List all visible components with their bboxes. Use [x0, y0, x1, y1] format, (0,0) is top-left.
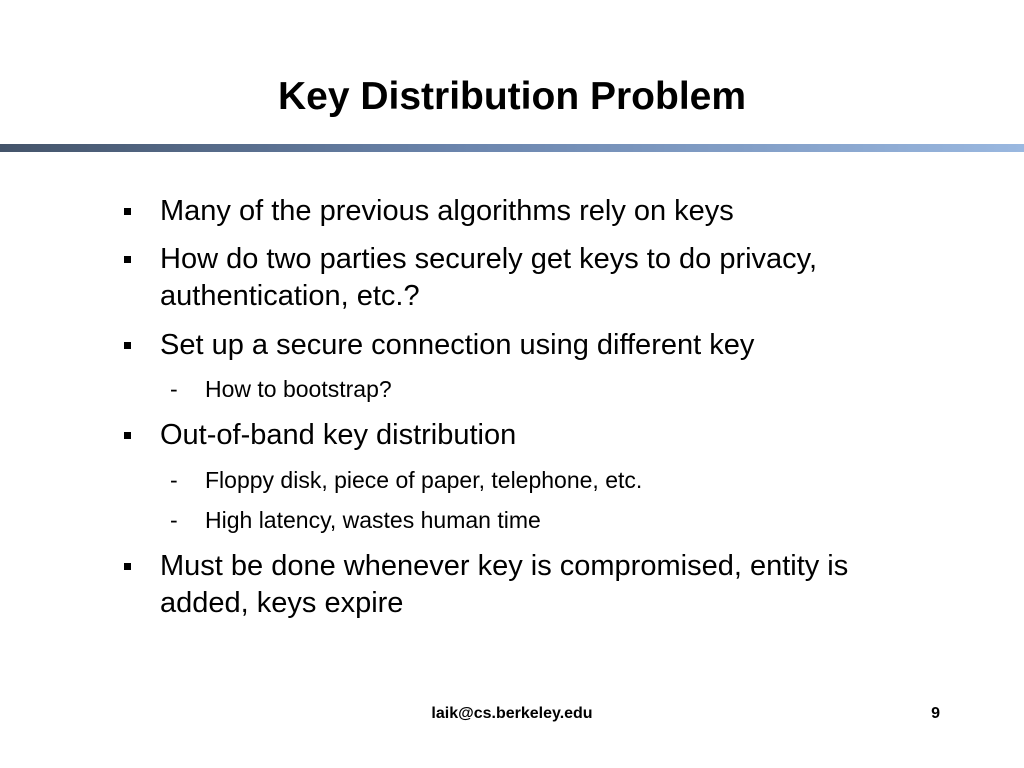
bullet-text: Set up a secure connection using different key: [160, 329, 755, 361]
bullet-text: Out-of-band key distribution: [160, 419, 517, 451]
sub-bullet-text: How to bootstrap?: [205, 376, 392, 402]
sub-bullet-text: High latency, wastes human time: [205, 507, 541, 533]
square-bullet-icon: [124, 256, 131, 263]
square-bullet-icon: [124, 432, 131, 439]
sub-bullet-text: Floppy disk, piece of paper, telephone, etc.: [205, 467, 643, 493]
square-bullet-icon: [124, 342, 131, 349]
bullet-text: Must be done whenever key is compromised, entity is added, keys expire: [160, 550, 849, 619]
page-number: 9: [931, 705, 940, 722]
square-bullet-icon: [124, 563, 131, 570]
footer-email: laik@cs.berkeley.edu: [431, 705, 593, 722]
dash-bullet-icon: -: [170, 467, 178, 493]
dash-bullet-icon: -: [170, 507, 178, 533]
bullet-text: Many of the previous algorithms rely on keys: [160, 195, 734, 227]
square-bullet-icon: [124, 208, 131, 215]
slide-title: Key Distribution Problem: [277, 75, 747, 118]
bullet-text: How do two parties securely get keys to do privacy, authentication, etc.?: [160, 243, 818, 312]
dash-bullet-icon: -: [170, 376, 178, 402]
